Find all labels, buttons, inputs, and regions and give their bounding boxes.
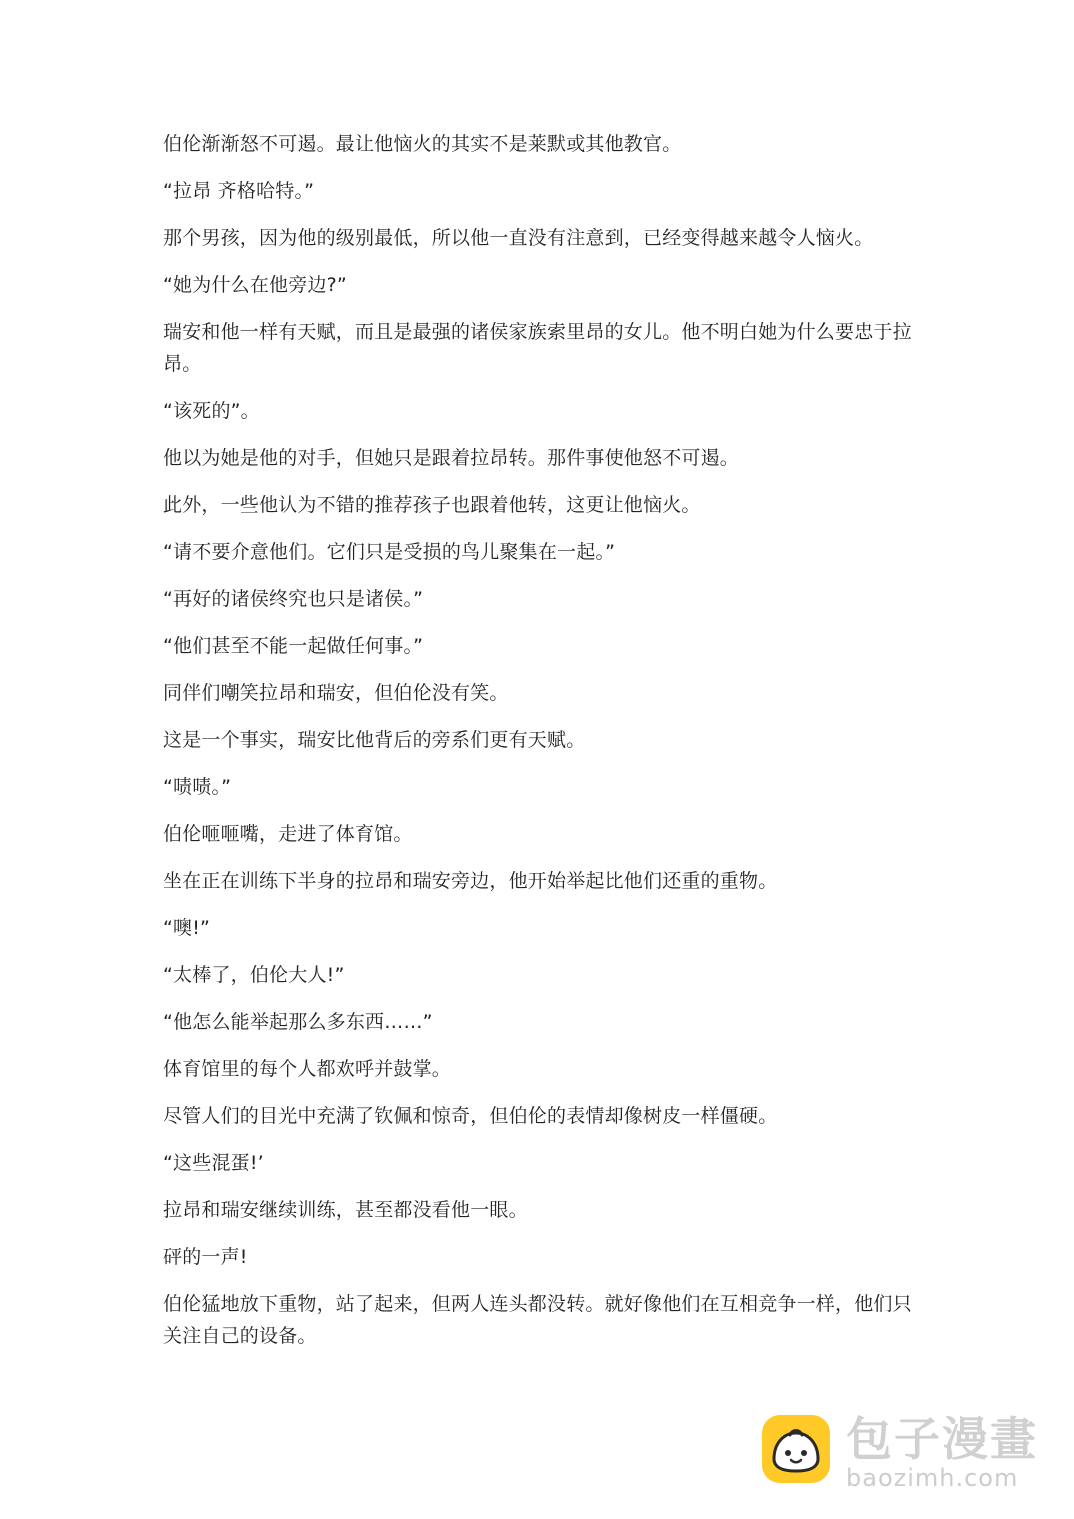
paragraph: “太棒了，伯伦大人!” — [163, 964, 345, 986]
paragraph: “拉昂 齐格哈特。” — [163, 180, 315, 202]
paragraph: 同伴们嘲笑拉昂和瑞安，但伯伦没有笑。 — [163, 682, 509, 704]
paragraph: 坐在正在训练下半身的拉昂和瑞安旁边，他开始举起比他们还重的重物。 — [163, 870, 778, 892]
paragraph: “噢!” — [163, 917, 211, 939]
paragraph: 砰的一声! — [163, 1246, 248, 1268]
paragraph: 这是一个事实，瑞安比他背后的旁系们更有天赋。 — [163, 729, 586, 751]
paragraph: 体育馆里的每个人都欢呼并鼓掌。 — [163, 1058, 452, 1080]
paragraph: “这些混蛋!’ — [163, 1152, 264, 1174]
watermark-title: 包子漫畫 — [846, 1412, 1038, 1466]
paragraph: “该死的”。 — [163, 400, 260, 422]
paragraph: “请不要介意他们。它们只是受损的鸟儿聚集在一起。” — [163, 541, 616, 563]
paragraph: 那个男孩，因为他的级别最低，所以他一直没有注意到，已经变得越来越令人恼火。 — [163, 227, 874, 249]
paragraph: 拉昂和瑞安继续训练，甚至都没看他一眼。 — [163, 1199, 528, 1221]
baozi-bun-logo-icon — [760, 1413, 832, 1485]
paragraph: “他怎么能举起那么多东西……” — [163, 1011, 433, 1033]
paragraph: 伯伦猛地放下重物，站了起来，但两人连头都没转。就好像他们在互相竞争一样，他们只关注自己的设备。 — [163, 1293, 912, 1347]
paragraph: 伯伦渐渐怒不可遏。最让他恼火的其实不是莱默或其他教官。 — [163, 133, 682, 155]
watermark-url: baozimh.com — [846, 1464, 1019, 1492]
paragraph: 伯伦咂咂嘴，走进了体育馆。 — [163, 823, 413, 845]
paragraph: 他以为她是他的对手，但她只是跟着拉昂转。那件事使他怒不可遏。 — [163, 447, 740, 469]
paragraph: “啧啧。” — [163, 776, 232, 798]
paragraph: “他们甚至不能一起做任何事。” — [163, 635, 424, 657]
document-body — [163, 128, 923, 1367]
paragraph: 尽管人们的目光中充满了钦佩和惊奇，但伯伦的表情却像树皮一样僵硬。 — [163, 1105, 778, 1127]
paragraph: 此外，一些他认为不错的推荐孩子也跟着他转，这更让他恼火。 — [163, 494, 701, 516]
watermark — [760, 1413, 1060, 1493]
paragraph: “她为什么在他旁边?” — [163, 274, 347, 296]
paragraph: 瑞安和他一样有天赋，而且是最强的诸侯家族索里昂的女儿。他不明白她为什么要忠于拉昂。 — [163, 321, 912, 375]
paragraph: “再好的诸侯终究也只是诸侯。” — [163, 588, 424, 610]
